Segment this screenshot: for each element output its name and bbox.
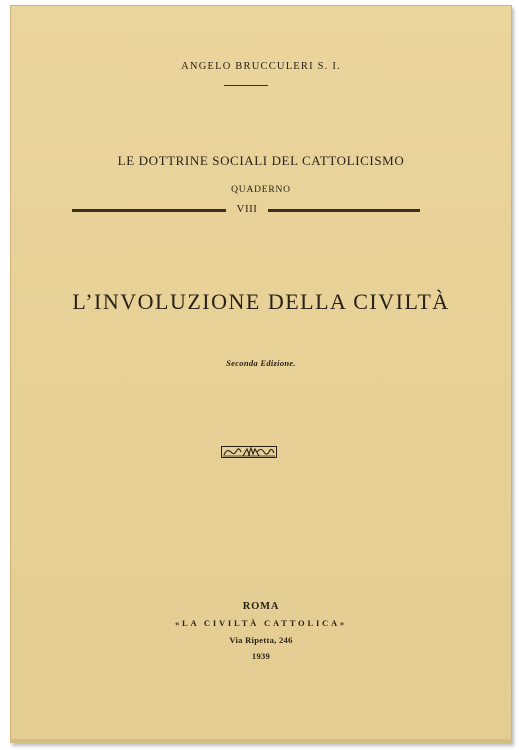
publisher-city: ROMA — [242, 601, 280, 612]
volume-number: VIII — [236, 203, 258, 215]
edition-note: Seconda Edizione. — [226, 358, 296, 368]
author-name: ANGELO BRUCCULERI S. I. — [181, 61, 341, 72]
publication-year: 1939 — [251, 651, 271, 661]
series-title: LE DOTTRINE SOCIALI DEL CATTOLICISMO — [117, 153, 405, 168]
page-bottom-edge — [10, 739, 512, 743]
rule-left — [72, 209, 226, 212]
author-divider — [224, 85, 268, 86]
printer-ornament-icon — [221, 445, 277, 459]
volume-rule — [72, 203, 420, 219]
book-title: L’INVOLUZIONE DELLA CIVILTÀ — [72, 289, 450, 314]
book-cover — [10, 5, 512, 743]
publisher-name: «LA CIVILTÀ CATTOLICA» — [175, 618, 347, 628]
quaderno-label: QUADERNO — [231, 185, 291, 195]
rule-right — [268, 209, 420, 212]
publisher-address: Via Ripetta, 246 — [229, 635, 293, 645]
